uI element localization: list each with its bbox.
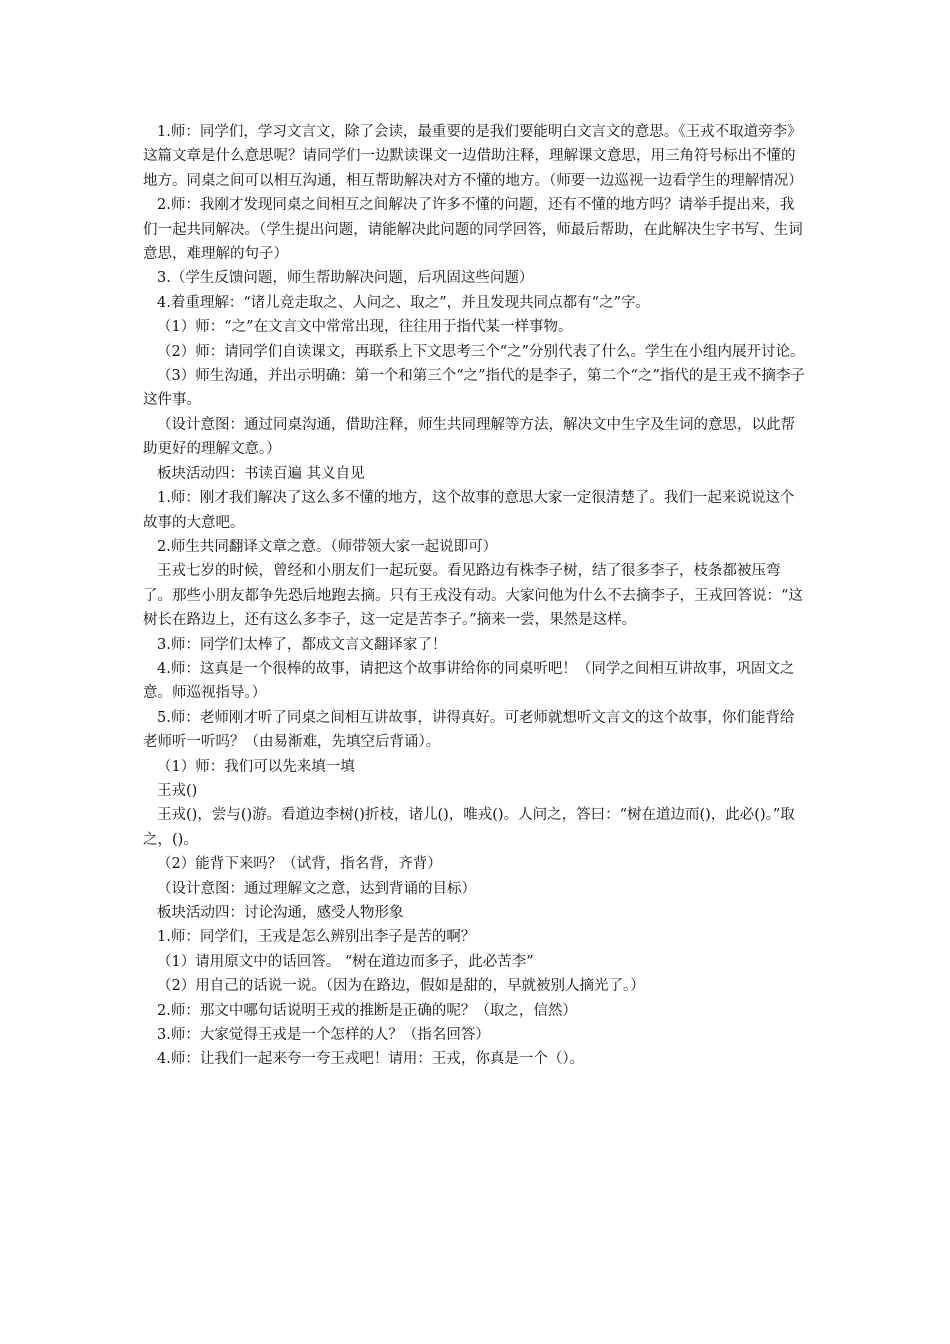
fill-in-title: 王戎() — [157, 782, 198, 799]
paragraph: （3）师生沟通，并出示明确：第一个和第三个“之”指代的是李子，第二个“之”指代的是王戎不摘李子这件事。 — [143, 368, 805, 409]
paragraph: （1）请用原文中的话回答。 “树在道边而多子，此必苦李” — [157, 953, 534, 970]
fill-in-text: 王戎()，尝与()游。看道边李树()折枝，诸儿()，唯戎()。人问之，答曰：“树在道边而()，此必()。”取之，()。 — [143, 807, 795, 848]
paragraph: 3.师：大家觉得王戎是一个怎样的人？（指名回答） — [157, 1027, 490, 1044]
paragraph: （设计意图：通过同桌沟通，借助注释，师生共同理解等方法，解决文中生字及生词的意思，以此帮助更好的理解文意。） — [143, 416, 795, 458]
paragraph: （设计意图：通过理解文之意，达到背诵的目标） — [157, 880, 476, 897]
paragraph: （1）师：“之”在文言文中常常出现，往往用于指代某一样事物。 — [157, 319, 573, 336]
section-heading: 板块活动四：书读百遍 其义自见 — [157, 465, 365, 482]
document-body — [143, 120, 807, 1072]
paragraph: （1）师：我们可以先来填一填 — [157, 758, 355, 775]
paragraph: （2）用自己的话说一说。（因为在路边，假如是甜的，早就被别人摘光了。） — [157, 978, 645, 995]
paragraph: （2）师：请同学们自读课文，再联系上下文思考三个“之”分别代表了什么。学生在小组内展开讨论。 — [157, 343, 805, 360]
paragraph: 2.师生共同翻译文章之意。（师带领大家一起说即可） — [157, 538, 498, 555]
section-heading: 板块活动四：讨论沟通，感受人物形象 — [157, 905, 404, 921]
paragraph: 王戎七岁的时候，曾经和小朋友们一起玩耍。看见路边有株李子树，结了很多李子，枝条都被压弯了。那些小朋友都争先恐后地跑去摘。只有王戎没有动。大家问他为什么不去摘李子，王戎回答说：“这树长在路边上，还有这么多李子，这一定是苦李子。”摘来一尝，果然是这样。 — [143, 563, 803, 629]
paragraph: 2.师：我刚才发现同桌之间相互之间解决了许多不懂的问题，还有不懂的地方吗？请举手提出来，我们一起共同解决。（学生提出问题，请能解决此问题的同学回答，师最后帮助，在此解决生字书写、生词意思，难理解的句子） — [143, 197, 803, 263]
paragraph: 1.师：刚才我们解决了这么多不懂的地方，这个故事的意思大家一定很清楚了。我们一起来说说这个故事的大意吧。 — [143, 490, 795, 531]
paragraph: 1.师：同学们，学习文言文，除了会读，最重要的是我们要能明白文言文的意思。《王戎不取道旁李》这篇文章是什么意思呢？请同学们一边默读课文一边借助注释，理解课文意思，用三角符号标出不懂的地方。同桌之间可以相互沟通，相互帮助解决对方不懂的地方。（师要一边巡视一边看学生的理解情况） — [143, 124, 803, 189]
paragraph: 5.师：老师刚才听了同桌之间相互讲故事，讲得真好。可老师就想听文言文的这个故事，你们能背给老师听一听吗？（由易渐难，先填空后背诵）。 — [143, 709, 795, 751]
paragraph: 4.师：这真是一个很棒的故事，请把这个故事讲给你的同桌听吧！（同学之间相互讲故事，巩固文之意。师巡视指导。） — [143, 660, 795, 702]
paragraph: 2.师：那文中哪句话说明王戎的推断是正确的呢？（取之，信然） — [157, 1002, 577, 1019]
paragraph: 4.着重理解：“诸儿竞走取之、人问之、取之”，并且发现共同点都有“之”字。 — [157, 294, 650, 311]
paragraph: （2）能背下来吗？（试背，指名背，齐背） — [157, 856, 442, 873]
paragraph: 4.师：让我们一起来夸一夸王戎吧！请用：王戎，你真是一个（）。 — [157, 1051, 585, 1068]
paragraph: 3.师：同学们太棒了，都成文言文翻译家了！ — [157, 636, 447, 653]
paragraph: 3.（学生反馈问题，师生帮助解决问题，后巩固这些问题） — [157, 270, 534, 287]
paragraph: 1.师：同学们，王戎是怎么辨别出李子是苦的啊？ — [157, 929, 476, 946]
